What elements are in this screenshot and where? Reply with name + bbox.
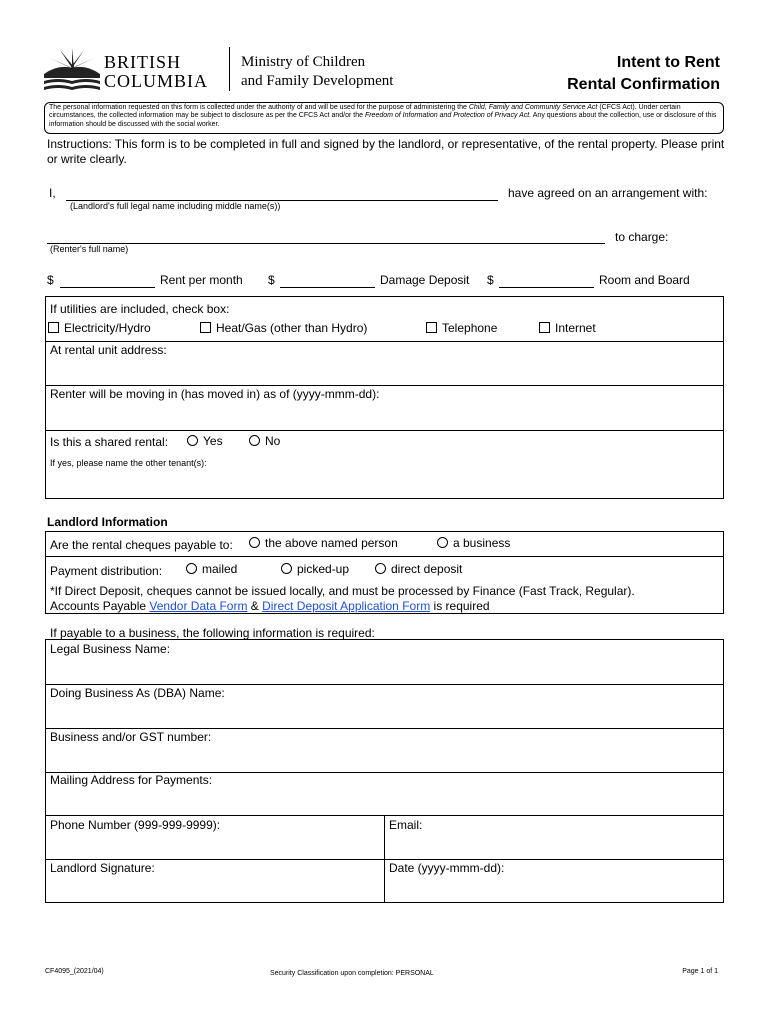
payable-label: Are the rental cheques payable to:: [50, 538, 233, 552]
distribution-label: Payment distribution:: [50, 564, 163, 578]
note-amp: &: [247, 599, 263, 613]
other-tenants-hint: If yes, please name the other tenant(s):: [50, 458, 207, 468]
form-title-line2: Rental Confirmation: [567, 76, 720, 93]
rent-label: Rent per month: [160, 273, 243, 287]
divider-dba: [45, 684, 724, 685]
page-number: Page 1 of 1: [682, 968, 718, 975]
deposit-amount-field[interactable]: [280, 287, 375, 288]
dist-direct-radio[interactable]: [375, 563, 386, 574]
privacy-text-2: (CFCS Act). Under certain circumstances, the collected information may be subject to disclosure as per the CFCS Act and/or the: [49, 104, 681, 120]
legal-name-field[interactable]: [46, 657, 723, 683]
direct-deposit-form-link[interactable]: Direct Deposit Application Form: [262, 599, 431, 613]
privacy-act-1: Child, Family and Community Service Act: [468, 104, 598, 111]
date-label: Date (yyyy-mmm-dd):: [389, 861, 505, 875]
header-divider: [229, 47, 230, 91]
payable-person-option[interactable]: [249, 536, 398, 550]
dist-mailed-option[interactable]: [186, 562, 237, 576]
mailing-field[interactable]: [46, 788, 723, 814]
deposit-dollar: $: [268, 273, 275, 287]
security-classification: Security Classification upon completion: PERSONAL: [270, 970, 434, 977]
payable-business-option[interactable]: [437, 536, 510, 550]
divider-shared: [45, 430, 724, 431]
deposit-label: Damage Deposit: [380, 273, 470, 287]
dist-pickedup-label: picked-up: [297, 562, 350, 576]
utility-telephone[interactable]: [426, 321, 497, 335]
utility-heat-label: Heat/Gas (other than Hydro): [216, 321, 368, 335]
ministry-line2: and Family Development: [241, 73, 394, 89]
direct-deposit-note: *If Direct Deposit, cheques cannot be issued locally, and must be processed by Finance (Fast Track, Regular).: [50, 584, 635, 598]
address-label: At rental unit address:: [50, 343, 167, 357]
accounts-payable-note: [50, 599, 490, 613]
landlord-info-heading: Landlord Information: [47, 515, 168, 529]
telephone-checkbox[interactable]: [426, 322, 437, 333]
signature-field[interactable]: [46, 876, 382, 902]
rent-dollar: $: [47, 273, 54, 287]
address-field[interactable]: [46, 358, 723, 384]
utility-internet-label: Internet: [555, 321, 596, 335]
vendor-data-form-link[interactable]: Vendor Data Form: [149, 599, 248, 613]
shared-label: Is this a shared rental:: [50, 435, 169, 449]
privacy-notice: [44, 102, 724, 134]
dist-direct-label: direct deposit: [391, 562, 463, 576]
move-in-label: Renter will be moving in (has moved in) as of (yyyy-mmm-dd):: [50, 387, 380, 401]
utility-telephone-label: Telephone: [442, 321, 498, 335]
shared-yes-option[interactable]: [187, 434, 223, 448]
landlord-name-hint: (Landlord's full legal name including middle name(s)): [70, 201, 281, 211]
dist-direct-option[interactable]: [375, 562, 462, 576]
utility-heat[interactable]: [200, 321, 367, 335]
shared-yes-label: Yes: [203, 434, 223, 448]
org-name-line1: BRITISH: [104, 52, 182, 72]
privacy-text-1: The personal information requested on this form is collected under the authority of and will be used for the purpose of administering the: [49, 104, 469, 111]
renter-name-hint: (Renter's full name): [50, 244, 129, 254]
other-tenants-field[interactable]: [46, 470, 723, 498]
i-label: I,: [49, 186, 56, 200]
payable-business-label: a business: [453, 536, 511, 550]
note-suffix: is required: [430, 599, 490, 613]
business-intro: If payable to a business, the following information is required:: [50, 626, 375, 640]
dba-field[interactable]: [46, 701, 723, 727]
privacy-act-2: Freedom of Information and Protection of Privacy Act.: [364, 112, 532, 120]
gst-field[interactable]: [46, 745, 723, 771]
dist-mailed-radio[interactable]: [186, 563, 197, 574]
move-in-field[interactable]: [400, 386, 720, 426]
note-prefix: Accounts Payable: [50, 599, 150, 613]
date-field[interactable]: [386, 876, 722, 902]
gst-label: Business and/or GST number:: [50, 730, 212, 744]
phone-field[interactable]: [46, 833, 382, 859]
shared-no-radio[interactable]: [249, 435, 260, 446]
signature-label: Landlord Signature:: [50, 861, 155, 875]
payable-person-label: the above named person: [265, 536, 398, 550]
electricity-checkbox[interactable]: [48, 322, 59, 333]
shared-no-option[interactable]: [249, 434, 280, 448]
payable-person-radio[interactable]: [249, 537, 260, 548]
divider-distribution: [45, 556, 724, 557]
rent-amount-field[interactable]: [60, 287, 155, 288]
divider-gst: [45, 728, 724, 729]
heat-checkbox[interactable]: [200, 322, 211, 333]
instructions: Instructions: This form is to be completed in full and signed by the landlord, or representative, of the rental property. Please print or write clearly.: [47, 137, 725, 166]
email-field[interactable]: [386, 833, 722, 859]
charge-label: to charge:: [615, 230, 669, 244]
payable-business-radio[interactable]: [437, 537, 448, 548]
privacy-text-3: Any questions about the collection, use or disclosure of this information should be discussed with the social worker.: [49, 112, 717, 128]
shared-yes-radio[interactable]: [187, 435, 198, 446]
divider-signature: [45, 859, 724, 860]
mailing-label: Mailing Address for Payments:: [50, 773, 213, 787]
bc-logo-icon: [44, 46, 100, 92]
form-title-line1: Intent to Rent: [616, 54, 720, 71]
phone-label: Phone Number (999-999-9999):: [50, 818, 221, 832]
dist-pickedup-radio[interactable]: [281, 563, 292, 574]
agreed-label: have agreed on an arrangement with:: [508, 186, 708, 200]
utilities-prompt: If utilities are included, check box:: [50, 302, 230, 316]
org-name-line2: COLUMBIA: [104, 71, 209, 91]
form-id: CF4095_(2021/04): [45, 968, 104, 975]
board-dollar: $: [487, 273, 494, 287]
dist-pickedup-option[interactable]: [281, 562, 349, 576]
ministry-line1: Ministry of Children: [241, 54, 366, 70]
dba-label: Doing Business As (DBA) Name:: [50, 686, 225, 700]
legal-name-label: Legal Business Name:: [50, 642, 171, 656]
utility-internet[interactable]: [539, 321, 596, 335]
utility-electricity-label: Electricity/Hydro: [64, 321, 151, 335]
board-amount-field[interactable]: [499, 287, 594, 288]
bc-logo: [44, 46, 100, 92]
dist-mailed-label: mailed: [202, 562, 238, 576]
board-label: Room and Board: [599, 273, 690, 287]
shared-no-label: No: [265, 434, 281, 448]
utility-electricity[interactable]: [48, 321, 151, 335]
email-label: Email:: [389, 818, 423, 832]
internet-checkbox[interactable]: [539, 322, 550, 333]
renter-name-field[interactable]: [47, 243, 605, 244]
divider-address: [45, 341, 724, 342]
